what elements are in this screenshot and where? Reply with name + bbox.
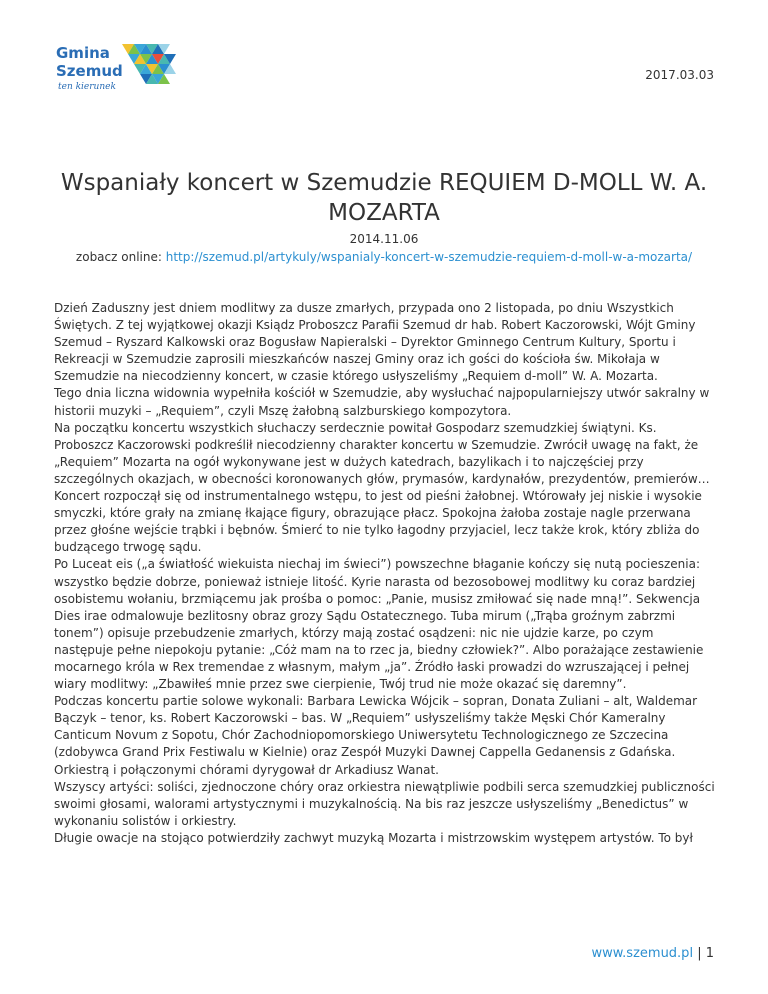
article-title: Wspaniały koncert w Szemudzie REQUIEM D-MOLL W. A. MOZARTA bbox=[60, 170, 708, 226]
online-link-line bbox=[0, 250, 768, 264]
page-footer bbox=[591, 946, 714, 961]
header-date: 2017.03.03 bbox=[645, 68, 714, 82]
article-url-link[interactable]: http://szemud.pl/artykuly/wspanialy-koncert-w-szemudzie-requiem-d-moll-w-a-mozarta/ bbox=[165, 250, 693, 264]
page-number: 1 bbox=[705, 946, 714, 961]
footer-site-link[interactable]: www.szemud.pl bbox=[591, 946, 694, 961]
paragraph: Dzień Zaduszny jest dniem modlitwy za dusze zmarłych, przypada ono 2 listopada, po dniu Wszystkich Świętych. Z tej wyjątkowej okazji Ksiądz Proboszcz Parafii Szemud dr hab. Robert Kaczorowski, Wójt Gminy Szemud – Ryszard Kalkowski oraz Bogusław Napieralski – Dyrektor Gminnego Centrum Kultury, Sportu i Rekreacji w Szemudzie zaprosili mieszkańców naszej Gminy oraz ich gości do kościoła św. Mikołaja w Szemudzie na niecodzienny koncert, w czasie którego usłyszeliśmy „Requiem d-moll” W. A. Mozarta. bbox=[54, 301, 696, 384]
paragraph: Tego dnia liczna widownia wypełniła kościół w Szemudzie, aby wysłuchać najpopularniejszy utwór sakralny w historii muzyki – „Requiem”, czyli Mszę żałobną salzburskiego kompozytora. bbox=[54, 386, 710, 418]
logo-triangles-icon bbox=[122, 44, 186, 96]
gmina-szemud-logo bbox=[56, 44, 186, 100]
article-date: 2014.11.06 bbox=[349, 232, 419, 246]
footer-separator: | bbox=[693, 946, 706, 961]
paragraph: Na początku koncertu wszystkich słuchaczy serdecznie powitał Gospodarz szemudzkiej świątyni. Ks. Proboszcz Kaczorowski podkreślił niecodzienny charakter koncertu w Szemudzie. Zwrócił uwagę na fakt, że „Requiem” Mozarta na ogół wykonywane jest w dużych katedrach, bazylikach i to najczęściej przy szczególnych okazjach, w obecności koronowanych głów, prymasów, kardynałów, prezydentów, premierów… bbox=[54, 420, 710, 486]
paragraph: Długie owacje na stojąco potwierdziły zachwyt muzyką Mozarta i mistrzowskim występem artystów. To był bbox=[54, 830, 693, 845]
logo-text bbox=[56, 44, 123, 80]
paragraph: Po Luceat eis („a światłość wiekuista niechaj im świeci”) powszechne błaganie kończy się nutą pocieszenia: wszystko będzie dobrze, ponieważ istnieje litość. Kyrie narasta od bezosobowej modlitwy ku coraz bardziej osobistemu wołaniu, brzmiącemu jak prośba o pomoc: „Panie, musisz zmiłować się nade mną!”. Sekwencja Dies irae odmalowuje bezlitosny obraz grozy Sądu Ostatecznego. Tuba mirum („Trąba groźnym zabrzmi tonem”) opisuje przebudzenie zmarłych, którzy mają zostać osądzeni: nic nie ujdzie karze, po czym następuje pełne niepokoju pytanie: „Cóż mam na to rzec ja, biedny człowiek?”. Albo porażające zestawienie mocarnego króla w Rex tremendae z własnym, małym „ja”. Źródło łaski prowadzi do wzruszającej i pełnej wiary modlitwy: „Zbawiłeś mnie przez swe cierpienie, Twój trud nie może okazać się daremny”. bbox=[54, 557, 704, 692]
logo-line1: Gmina bbox=[56, 44, 110, 62]
logo-slogan: ten kierunek bbox=[58, 82, 116, 92]
article-body bbox=[54, 300, 716, 847]
logo-line2: Szemud bbox=[56, 62, 123, 80]
online-label: zobacz online: bbox=[75, 250, 166, 264]
paragraph: Koncert rozpoczął się od instrumentalnego wstępu, to jest od pieśni żałobnej. Wtórowały jej niskie i wysokie smyczki, które grały na zmianę łkające figury, obrazujące płacz. Spokojna żałoba zostaje nagle przerwana przez głośne wejście trąbki i bębnów. Śmierć to nie tylko łagodny przyjaciel, lecz także krok, który zbliża do budzącego trwogę sądu. bbox=[54, 489, 702, 555]
paragraph: Wszyscy artyści: soliści, zjednoczone chóry oraz orkiestra niewątpliwie podbili serca szemudzkiej publiczności swoimi głosami, walorami artystycznymi i muzykalnością. Na bis raz jeszcze usłyszeliśmy „Benedictus” w wykonaniu solistów i orkiestry. bbox=[54, 779, 715, 828]
paragraph: Podczas koncertu partie solowe wykonali: Barbara Lewicka Wójcik – sopran, Donata Zuliani – alt, Waldemar Bączyk – tenor, ks. Robert Kaczorowski – bas. W „Requiem” usłyszeliśmy także Męski Chór Kameralny Canticum Novum z Sopotu, Chór Zachodniopomorskiego Uniwersytetu Technologicznego ze Szczecina (zdobywca Grand Prix Festiwalu w Kielnie) oraz Zespół Muzyki Dawnej Cappella Gedanensis z Gdańska. Orkiestrą i połączonymi chórami dyrygował dr Arkadiusz Wanat. bbox=[54, 694, 698, 777]
